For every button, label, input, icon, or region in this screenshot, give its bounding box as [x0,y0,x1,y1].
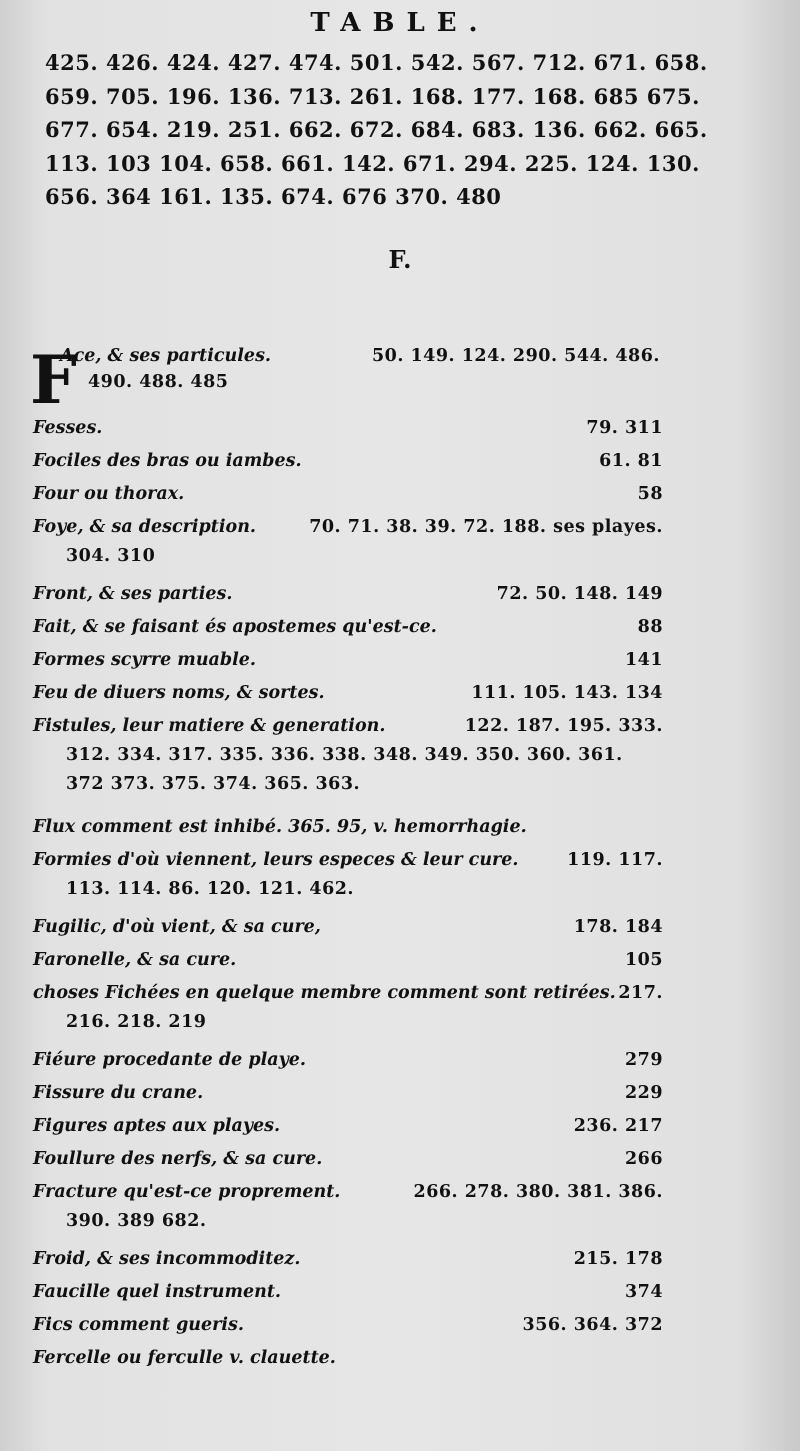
entry-term: Four ou thorax. [33,484,185,504]
index-entry [33,1348,663,1368]
index-entry [33,1182,663,1231]
entry-term: Fociles des bras ou iambes. [33,451,302,471]
drop-cap: F [30,341,77,419]
index-entry [33,418,663,438]
entry-pages: 58 [637,484,663,504]
index-entry [60,346,660,392]
index-entry [33,983,663,1032]
entry-term: Faronelle, & sa cure. [33,950,237,970]
entry-term: Ace, & ses particules. [60,346,272,366]
continued-line: 659. 705. 196. 136. 713. 261. 168. 177. 168. 685 675. [45,83,700,109]
entry-continuation: 304. 310 [66,546,156,566]
entry-term: Fiéure procedante de playe. [33,1050,306,1070]
index-entry [33,1050,663,1070]
entry-continuation: 390. 389 682. [66,1211,207,1231]
entry-term: Fugilic, d'où vient, & sa cure, [33,917,321,937]
entry-pages: 374 [624,1282,663,1302]
index-entry [33,1315,663,1335]
index-entry [33,716,663,794]
entry-pages: 141 [624,650,663,670]
continued-line: 656. 364 161. 135. 674. 676 370. 480 [45,184,502,209]
entry-pages: 215. 178 [573,1249,663,1269]
index-entry [33,650,663,670]
entry-pages: 279 [624,1050,663,1070]
entry-pages: 229 [624,1083,663,1103]
index-entry [33,1249,663,1269]
continued-line: 113. 103 104. 658. 661. 142. 671. 294. 225. 124. 130. [45,150,700,176]
entry-term: Faucille quel instrument. [33,1282,281,1302]
entry-pages: 72. 50. 148. 149 [496,584,663,604]
index-entry [33,917,663,937]
running-head: TABLE. [310,8,490,38]
index-entry [33,517,663,566]
entry-term: Fissure du crane. [33,1083,204,1103]
index-entry [33,950,663,970]
index-entry [33,817,663,837]
continued-line: 677. 654. 219. 251. 662. 672. 684. 683. 136. 662. 665. [45,117,708,142]
entry-pages: 236. 217 [573,1116,663,1136]
entry-term: Fercelle ou ferculle v. clauette. [33,1348,336,1368]
index-entry [33,1083,663,1103]
entry-continuation: 312. 334. 317. 335. 336. 338. 348. 349. 350. 360. 361. [66,745,623,765]
entry-continuation: 113. 114. 86. 120. 121. 462. [66,879,355,899]
entry-pages: 70. 71. 38. 39. 72. 188. ses playes. [309,517,663,537]
entry-pages: 266 [624,1149,663,1169]
entry-pages: 119. 117. [567,850,663,870]
entry-continuation: 372 373. 375. 374. 365. 363. [66,774,361,794]
index-entry [33,617,663,637]
entry-pages: 266. 278. 380. 381. 386. [413,1182,663,1202]
entry-pages: 178. 184 [573,917,663,937]
entry-term: Fistules, leur matiere & generation. [33,716,386,736]
entry-pages: 50. 149. 124. 290. 544. 486. [371,346,660,366]
entry-pages: 79. 311 [586,418,663,438]
index-entry [33,683,663,703]
entry-term: Fait, & se faisant és apostemes qu'est-ce. [33,617,437,637]
entry-term: Front, & ses parties. [33,584,233,604]
entry-term: Fracture qu'est-ce proprement. [33,1182,341,1202]
entry-term: Flux comment est inhibé. 365. 95, v. hemorrhagie. [33,817,527,837]
entry-term: Figures aptes aux playes. [33,1116,281,1136]
entry-term: Feu de diuers noms, & sortes. [33,683,325,703]
entry-pages: 105 [624,950,663,970]
entry-term: Foullure des nerfs, & sa cure. [33,1149,323,1169]
entry-pages: 111. 105. 143. 134 [471,683,663,703]
index-entry [33,850,663,899]
entry-continuation: 490. 488. 485 [88,372,229,392]
entry-pages: 88 [637,617,663,637]
section-letter: F. [388,245,412,274]
index-entry [33,484,663,504]
entry-pages: 122. 187. 195. 333. [464,716,663,736]
continued-line: 425. 426. 424. 427. 474. 501. 542. 567. 712. 671. 658. [45,50,708,75]
entry-term: Froid, & ses incommoditez. [33,1249,301,1269]
index-entry [33,584,663,604]
index-entry [33,1149,663,1169]
entry-term: choses Fichées en quelque membre comment sont retirées. [33,983,616,1003]
continued-page-list [45,46,708,214]
index-entry [33,451,663,471]
index-entry [33,1116,663,1136]
entry-term: Fics comment gueris. [33,1315,244,1335]
entry-term: Formies d'où viennent, leurs especes & leur cure. [33,850,519,870]
entry-pages: 61. 81 [599,451,663,471]
entry-term: Foye, & sa description. [33,517,257,537]
entry-pages: 217. [618,983,663,1003]
index-entry [33,1282,663,1302]
entry-term: Formes scyrre muable. [33,650,256,670]
entry-term: Fesses. [33,418,103,438]
entry-continuation: 216. 218. 219 [66,1012,207,1032]
entry-pages: 356. 364. 372 [522,1315,663,1335]
